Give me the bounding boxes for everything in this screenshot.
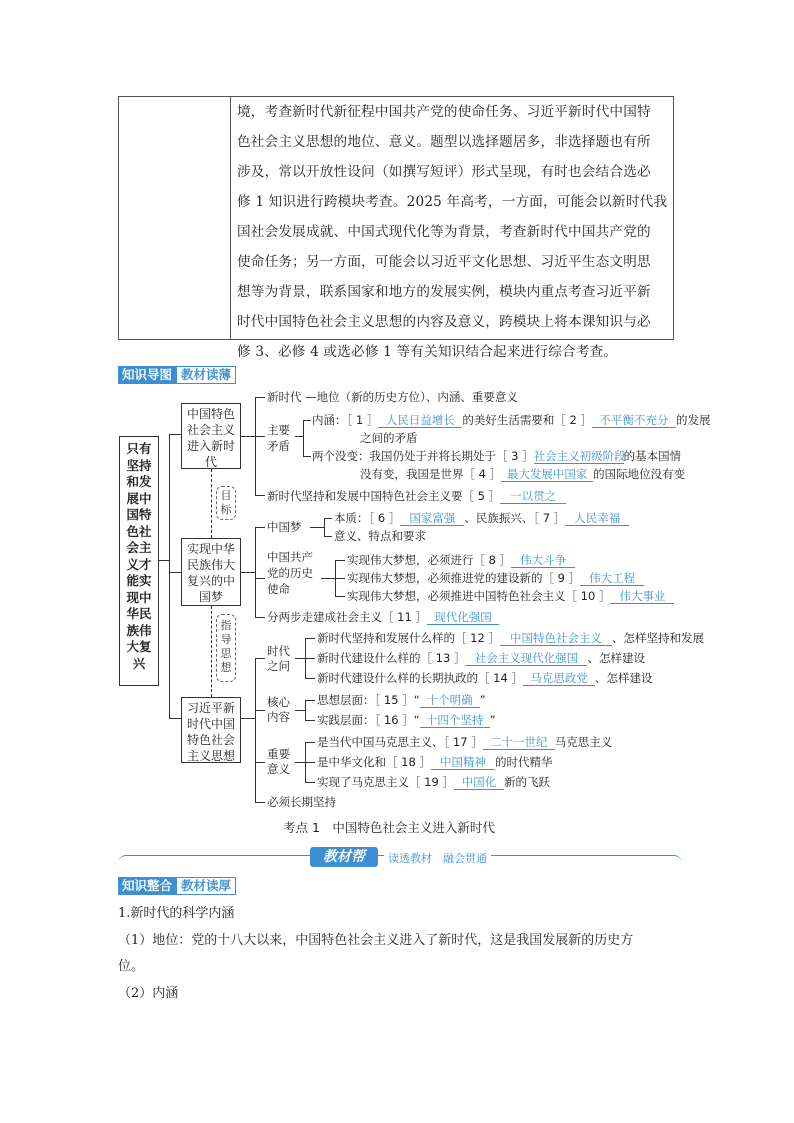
connector — [305, 658, 315, 659]
answer-5: 一以贯之 — [500, 490, 566, 504]
connector — [303, 420, 304, 456]
connector — [305, 782, 315, 783]
answer-1: 人民日益增长 — [378, 414, 462, 428]
table-line: 修 3、必修 4 或选必修 1 等有关知识结合起来进行综合考查。 — [237, 344, 618, 360]
connector — [255, 617, 265, 618]
connector — [295, 436, 303, 437]
table-text-cell — [237, 97, 667, 367]
connector — [324, 518, 332, 519]
connector — [305, 762, 315, 763]
connector — [305, 678, 315, 679]
connector — [305, 700, 306, 720]
connector — [303, 456, 311, 457]
node-question-3: 新时代建设什么样的长期执政的［ 14 ］ 马克思政党 、怎样建设 — [317, 671, 653, 685]
body-paragraph: （1）地位：党的十八大以来，中国特色社会主义进入了新时代，这是我国发展新的历史方 — [118, 933, 634, 948]
connector — [255, 397, 265, 398]
connector — [255, 436, 265, 437]
connector — [255, 527, 256, 617]
table-line: 使命任务；另一方面，可能会以习近平文化思想、习近平生态文明思 — [237, 254, 651, 270]
connector — [255, 802, 265, 803]
table-line: 时代中国特色社会主义思想的内容及意义，跨模块上将本课知识与必 — [237, 314, 651, 330]
connector — [255, 527, 265, 528]
answer-8: 伟大斗争 — [511, 554, 575, 568]
answer-3: 社会主义初级阶段 — [533, 449, 626, 463]
node-question-2: 新时代建设什么样的［ 13 ］ 社会主义现代化强国 、怎样建设 — [317, 651, 645, 665]
connector — [305, 720, 315, 721]
node-significance: 重要意义 — [267, 747, 290, 776]
connector — [255, 397, 256, 495]
node-great-struggle: 实现伟大梦想，必须进行［ 8 ］ 伟大斗争 — [347, 553, 575, 568]
banner-subtitle: 读透教材 融会贯通 — [384, 850, 491, 866]
connector — [255, 495, 265, 496]
relation-guiding-thought: 指导思想 — [216, 614, 236, 682]
table-column-divider — [230, 97, 231, 339]
mindmap-root: 只有坚持和发展中国特色社会主义才能实现中华民族伟大复兴 — [119, 436, 159, 686]
section-tag-secondary: 教材读厚 — [176, 877, 236, 895]
answer-13: 社会主义现代化强国 — [465, 652, 587, 666]
connector — [255, 658, 256, 802]
connector — [169, 718, 181, 719]
connector — [324, 518, 325, 536]
exam-point-title: 考点 1 中国特色社会主义进入新时代 — [283, 820, 495, 835]
connector — [305, 638, 315, 639]
node-new-era-position: 新时代 —地位（新的历史方位）、内涵、重要意义 — [267, 390, 518, 404]
node-consistency: 新时代坚持和发展中国特色社会主义要［ 5 ］ 一以贯之 — [267, 489, 566, 504]
node-contradiction-content-cont: 之间的矛盾 — [360, 431, 418, 445]
banner-title: 教材帮 — [310, 847, 378, 867]
answer-4: 最大发展中国家 — [501, 468, 593, 482]
node-marxism-21c: 是当代中国马克思主义、［ 17 ］ 二十一世纪 马克思主义 — [317, 735, 613, 749]
answer-12: 中国特色社会主义 — [500, 632, 612, 646]
table-line: 色社会主义思想的地位、意义。题型以选择题居多，非选择题也有所 — [237, 134, 651, 150]
node-core-content: 核心内容 — [267, 695, 290, 724]
connector — [335, 578, 345, 579]
connector — [321, 578, 335, 579]
table-line: 国社会发展成就、中国式现代化等为背景，考查新时代中国共产党的 — [237, 224, 651, 240]
section-tag-primary: 知识导图 — [118, 366, 176, 384]
connector — [255, 658, 265, 659]
answer-10: 伟大事业 — [610, 590, 674, 604]
connector — [255, 578, 265, 579]
node-great-project: 实现伟大梦想，必须推进党的建设新的［ 9 ］ 伟大工程 — [347, 571, 644, 586]
connector — [335, 596, 345, 597]
body-heading-1: 1.新时代的科学内涵 — [118, 906, 235, 921]
connector — [305, 700, 315, 701]
node-long-term: 必须长期坚持 — [267, 795, 336, 809]
connector — [255, 710, 265, 711]
connector — [211, 469, 212, 538]
node-thought-level: 思想层面：［ 15 ］“ 十个明确 ” — [317, 693, 486, 707]
answer-16: 十四个坚持 — [420, 714, 490, 728]
connector — [310, 527, 324, 528]
table-line: 修 1 知识进行跨模块考查。2025 年高考，一方面，可能会以新时代我 — [237, 194, 668, 210]
connector — [295, 762, 305, 763]
connector — [295, 658, 305, 659]
answer-19: 中国化 — [454, 776, 504, 790]
body-paragraph-cont: 位。 — [118, 959, 145, 974]
answer-15: 十个明确 — [420, 694, 480, 708]
node-great-cause: 实现伟大梦想，必须推进中国特色社会主义［ 10 ］ 伟大事业 — [347, 589, 674, 604]
connector — [211, 606, 212, 697]
answer-7: 人民幸福 — [565, 512, 629, 526]
connector — [169, 434, 170, 718]
connector — [303, 420, 311, 421]
branch-chinese-dream: 实现中华民族伟大复兴的中国梦 — [181, 538, 241, 606]
connector — [159, 560, 169, 561]
answer-11: 现代化强国 — [427, 611, 499, 625]
node-historic-mission: 中国共产党的历史使命 — [267, 550, 313, 596]
connector — [305, 742, 315, 743]
answer-9: 伟大工程 — [580, 572, 644, 586]
connector — [255, 762, 265, 763]
answer-14: 马克思政党 — [523, 672, 595, 686]
answer-2: 不平衡不充分 — [592, 414, 676, 428]
node-contradiction-content: 内涵：［ 1 ］ 人民日益增长 的美好生活需要和［ 2 ］ 不平衡不充分 的发展 — [312, 413, 711, 427]
node-main-contradiction: 主要矛盾 — [267, 423, 290, 453]
node-essence: 本质：［ 6 ］ 国家富强 、民族振兴、［ 7 ］ 人民幸福 — [334, 511, 629, 526]
answer-18: 中国精神 — [431, 756, 495, 770]
branch-new-era: 中国特色社会主义进入新时代 — [181, 403, 241, 469]
table-line: 想等为背景，联系国家和地方的发展实例，模块内重点考查习近平新 — [237, 284, 651, 300]
section-tag-secondary: 教材读薄 — [176, 366, 236, 384]
requirements-table — [118, 96, 674, 360]
node-two-unchanged: 两个没变：我国仍处于并将长期处于［ 3 ］社会主义初级阶段的基本国情 — [312, 449, 682, 463]
connector — [324, 536, 332, 537]
node-question-1: 新时代坚持和发展什么样的［ 12 ］ 中国特色社会主义 、怎样坚持和发展 — [317, 631, 704, 645]
section-tag-primary: 知识整合 — [118, 877, 176, 895]
answer-6: 国家富强 — [400, 512, 464, 526]
connector — [169, 434, 181, 435]
table-line: 涉及，常以开放性设问（如撰写短评）形式呈现，有时也会结合选必 — [237, 164, 651, 180]
body-subheading: （2）内涵 — [118, 986, 179, 1001]
node-practice-level: 实践层面：［ 16 ］“ 十四个坚持 ” — [317, 713, 496, 727]
node-chinese-dream: 中国梦 — [267, 520, 302, 534]
connector — [295, 710, 305, 711]
node-meaning: 意义、特点和要求 — [334, 529, 426, 543]
node-two-steps: 分两步走建成社会主义［ 11 ］ 现代化强国 — [267, 610, 499, 625]
answer-17: 二十一世纪 — [483, 736, 555, 750]
node-questions-of-era: 时代之问 — [267, 644, 290, 673]
connector — [169, 572, 181, 573]
section-header-knowledge-integration — [118, 877, 236, 895]
branch-xi-thought: 习近平新时代中国特色社会主义思想 — [181, 697, 241, 763]
connector — [335, 560, 345, 561]
connector — [241, 436, 255, 437]
relation-goal: 目标 — [216, 486, 236, 520]
section-header-knowledge-map — [118, 366, 236, 384]
node-sinicization: 实现了马克思主义［ 19 ］ 中国化 新的飞跃 — [317, 775, 550, 789]
node-chinese-culture: 是中华文化和［ 18 ］ 中国精神 的时代精华 — [317, 755, 553, 769]
table-line: 境，考查新时代新征程中国共产党的使命任务、习近平新时代中国特 — [237, 104, 651, 120]
connector — [241, 572, 255, 573]
connector — [241, 718, 255, 719]
node-two-unchanged-cont: 没有变，我国是世界［ 4 ］ 最大发展中国家 的国际地位没有变 — [360, 467, 686, 481]
